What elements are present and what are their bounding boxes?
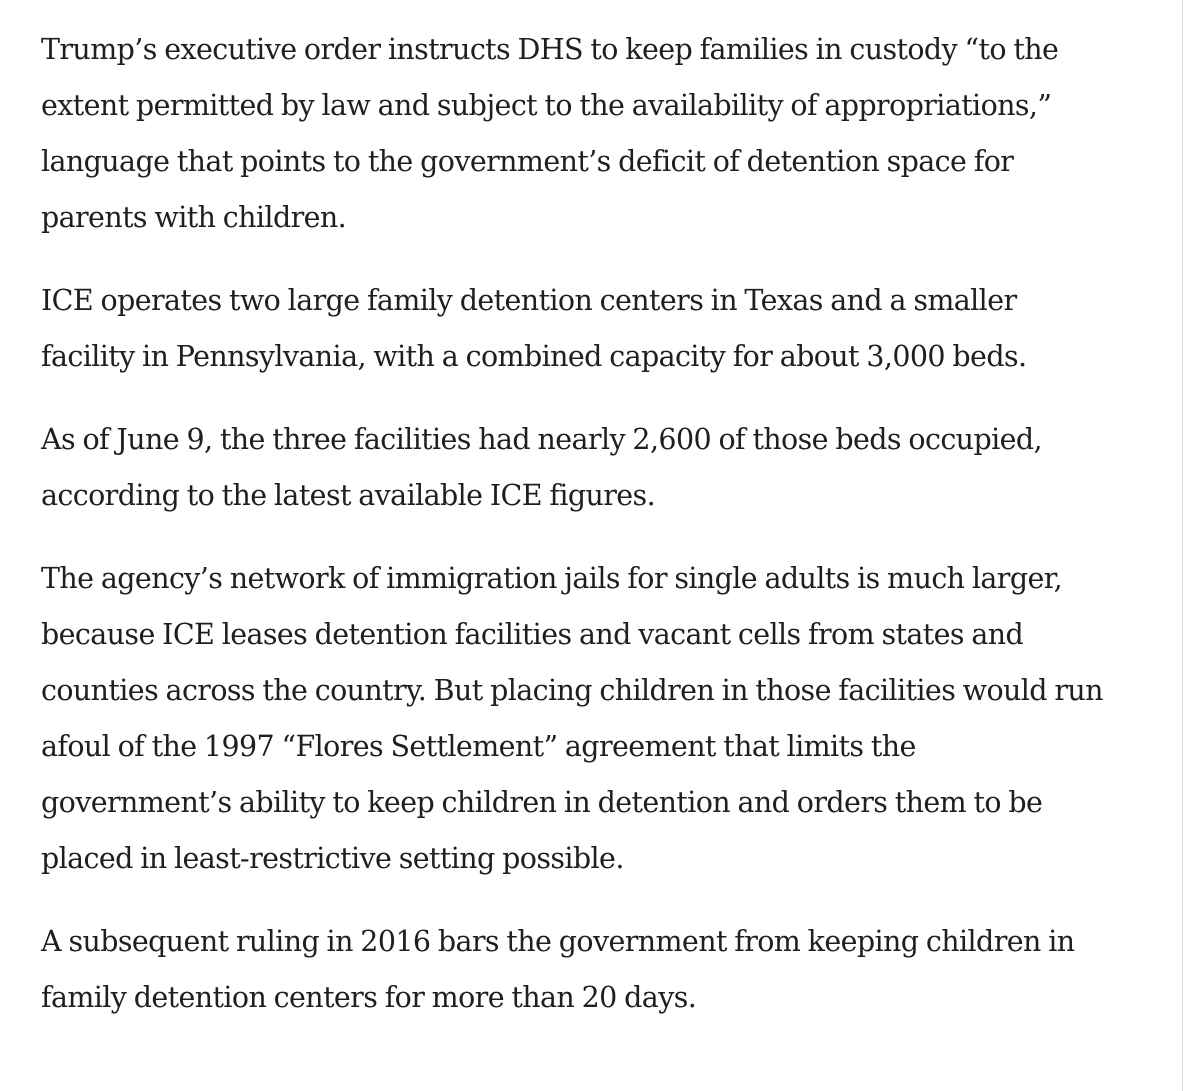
right-column-divider [1182, 0, 1183, 1091]
article-paragraph-2: ICE operates two large family detention centers in Texas and a smaller facility in Pennsylvania, with a combined capacity for about 3,000 beds. [41, 284, 1027, 373]
article-paragraph-4: The agency’s network of immigration jails for single adults is much larger, because ICE leases detention facilities and vacant cells from states and counties across the country. But placing children in those facilities would run afoul of the 1997 “Flores Settlement” agreement that limits the government’s ability to keep children in detention and orders them to be placed in least-restrictive setting possible. [41, 562, 1103, 875]
article-paragraph-1: Trump’s executive order instructs DHS to keep families in custody “to the extent permitted by law and subject to the availability of appropriations,” language that points to the government’s deficit of detention space for parents with children. [41, 33, 1059, 234]
article-paragraph-3: As of June 9, the three facilities had nearly 2,600 of those beds occupied, according to the latest available ICE figures. [41, 423, 1042, 512]
article-body [41, 22, 1111, 1053]
article-paragraph-5: A subsequent ruling in 2016 bars the government from keeping children in family detention centers for more than 20 days. [41, 925, 1075, 1014]
